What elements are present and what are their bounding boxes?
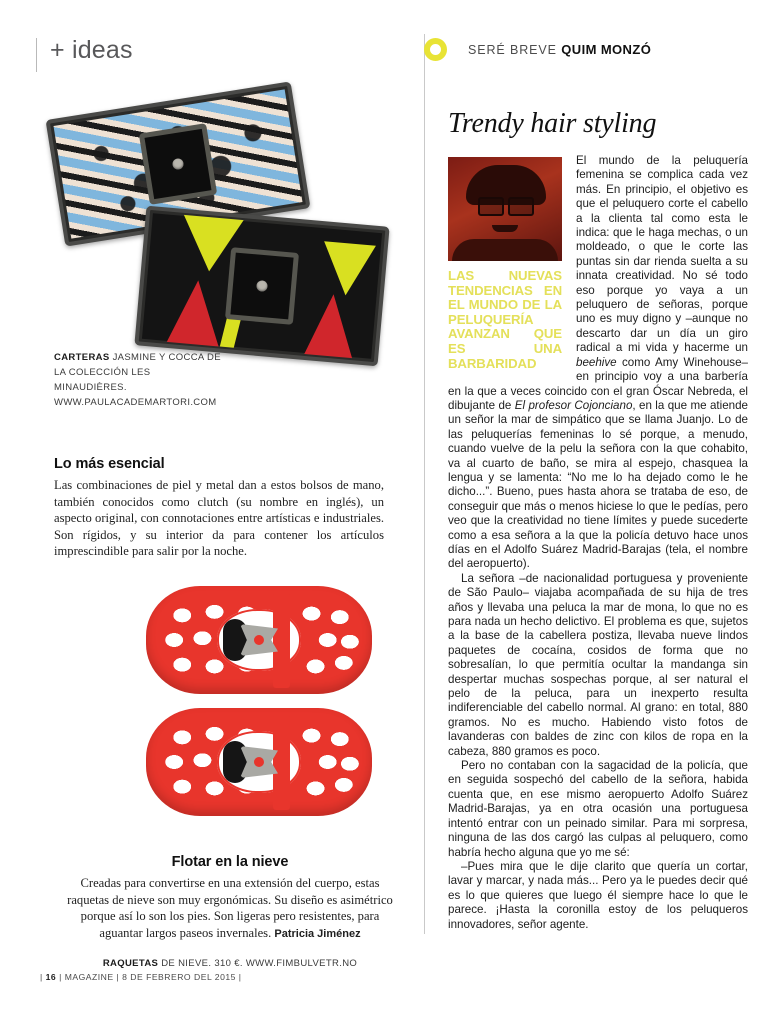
clutch-bags-photo bbox=[54, 90, 384, 390]
article-paragraph-4: –Pues mira que le dije clarito que quería un cortar, lavar y marcar, y nada más... Pero ya le puedes decir qué es lo que quieres que luego él siempre hace lo que le parece. ¡Hasta la coronilla estoy de los peluqueros innovadores, señor agente. bbox=[448, 859, 748, 931]
bags-heading: Lo más esencial bbox=[54, 456, 165, 472]
snowshoes-body-text bbox=[60, 875, 400, 942]
page-number: 16 bbox=[45, 972, 57, 982]
bags-caption-rest: JASMINE Y COCCA DE LA COLECCIÓN LES MINAUDIÈRES. WWW.PAULACADEMARTORI.COM bbox=[54, 352, 221, 408]
bags-body-text: Las combinaciones de piel y metal dan a estos bolsos de mano, también conocidos como clutch (su nombre en inglés), un aspecto original, con connotaciones entre artísticas e industriales. Son rígidos, y su interior da para contener los artículos imprescindible para salir por la noche. bbox=[54, 478, 384, 559]
left-column bbox=[36, 28, 396, 988]
article-paragraph-2: La señora –de nacionalidad portuguesa y proveniente de São Paulo– viajaba acompañada de su hija de tres años y llevaba una peluca la mar de mona, lo que no es para nada un hecho delictivo. El problema es que, sujetos a la base de la cabellera postiza, llevaba nueve lindos paquetes de cocaína, cosidos de forma que no sobresalían, lo que permitía ocultar la mandanga sin despertar muchas sospechas porque, al ser natural el pelo de la peluca, para un inexperto resulta indiferenciable del cabello normal. Al grano: en total, 880 gramos. No es mucho. Habiendo visto fotos de lavanderas con baldes de zinc con kilos de ropa en la cabeza, 880 gramos es poco. bbox=[448, 571, 748, 758]
bags-caption-lead: CARTERAS bbox=[54, 352, 110, 363]
section-label: + ideas bbox=[50, 36, 133, 64]
para1-part-a: El mundo de la peluquería femenina se complica cada vez más. En principio, el objetivo es que el peluquero corte el cabello a la clienta tal como esta le indica: que le haga mechas, o un moldeado, o que le corte las puntas sin dar rienda suelta a su innata creatividad. No sé todo eso porque yo vaya a un peluquero de señoras, porque uno es muy digno y –aunque no descarto dar un día un giro radical a mi vida y hacerme un bbox=[576, 154, 748, 355]
bag-clasp-icon bbox=[139, 123, 217, 205]
column-kicker-row bbox=[448, 30, 748, 74]
para1-italic-title: El profesor Cojonciano bbox=[514, 398, 633, 412]
bags-caption bbox=[54, 350, 224, 410]
para1-italic-beehive: beehive bbox=[576, 355, 617, 369]
right-column bbox=[448, 30, 748, 932]
page-footer bbox=[40, 972, 242, 982]
snowshoes-caption-lead: RAQUETAS bbox=[102, 958, 159, 969]
snowshoes-caption bbox=[60, 956, 400, 971]
clutch-bag-cocca bbox=[134, 206, 389, 367]
snowshoes-heading: Flotar en la nieve bbox=[171, 854, 289, 870]
snowshoes-photo bbox=[146, 586, 376, 831]
footer-text: | MAGAZINE | 8 DE FEBRERO DEL 2015 | bbox=[56, 972, 242, 982]
snowshoe-bottom bbox=[146, 708, 372, 816]
article-headline: Trendy hair styling bbox=[448, 108, 657, 139]
column-divider bbox=[424, 34, 425, 934]
author-portrait-photo bbox=[448, 157, 562, 261]
section-label-rule bbox=[36, 38, 37, 72]
snowshoe-top bbox=[146, 586, 372, 694]
bags-blurb bbox=[54, 456, 384, 560]
snowshoes-body-copy: Creadas para convertirse en una extensión del cuerpo, estas raquetas de nieve son muy ergonómicas. Su diseño es asimétrico porque así lo son los pies. Son ligeras pero resistentes, para aguantar largos paseos invernales. bbox=[67, 876, 393, 940]
para1-part-c: , en la que me atiende un señor la mar de simpático que se llama Juanjo. Lo de las peluquerías femeninas lo sé porque, a menudo, cuando vuelve de la pelu la señora con la que cohabito, va al cuarto de baño, se mira al espejo, chasquea la lengua y se lamenta: “No me lo ha dejado como le he dicho...”. Bueno, pues hasta ahora se trataba de eso, de conseguir que más o menos hiciese lo que le pedías, pero veo que la creatividad no tiene límites y puede sucederte como a esa señora a la que la policía detuvo hace unos días en el Adolfo Suárez Madrid-Barajas (tela, el nombre del aeropuerto). bbox=[448, 398, 748, 571]
portrait-and-pullquote bbox=[448, 157, 566, 371]
glasses-icon bbox=[478, 197, 534, 212]
author-name: QUIM MONZÓ bbox=[561, 42, 652, 57]
kicker-label: SERÉ BREVE bbox=[468, 43, 562, 57]
snowshoes-blurb bbox=[60, 854, 400, 942]
snowshoes-byline: Patricia Jiménez bbox=[274, 927, 361, 940]
footer-sep: | bbox=[40, 972, 46, 982]
para1-part-b: como Amy Winehouse– en principio voy a una barbería en la que a veces coincido con el gran Óscar Nebreda, el dibujante de bbox=[448, 355, 748, 412]
column-kicker bbox=[468, 42, 651, 57]
ring-icon bbox=[424, 38, 447, 61]
article-body bbox=[448, 154, 748, 932]
snowshoes-caption-rest: DE NIEVE. 310 €. WWW.FIMBULVETR.NO bbox=[158, 958, 358, 969]
article-paragraph-3: Pero no contaban con la sagacidad de la policía, que en seguida sospechó del cabello de la señora, habida cuenta que, en ese mismo aeropuerto Adolfo Suárez Madrid-Barajas, ya en otra ocasión una portuguesa intentó entrar con un peinado similar. Para mi sorpresa, ninguna de las dos cargó las culpas al peluquero, como habría hecho alguna que yo me sé: bbox=[448, 759, 748, 859]
pull-quote: LAS NUEVAS TENDENCIAS EN EL MUNDO DE LA PELUQUERÍA AVANZAN QUE ES UNA BARBARIDAD bbox=[448, 268, 562, 371]
bag-clasp-icon bbox=[225, 247, 299, 325]
